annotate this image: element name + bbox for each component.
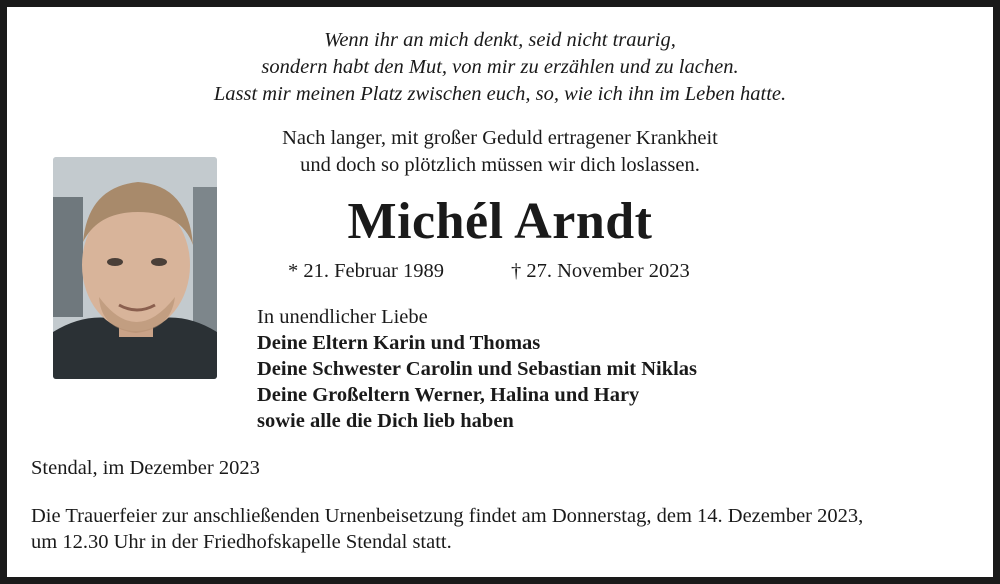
mourner-line: sowie alle die Dich lieb haben [257, 410, 514, 432]
poem-line: Lasst mir meinen Platz zwischen euch, so, wie ich ihn im Leben hatte. [213, 83, 787, 105]
intro-line: Nach langer, mit großer Geduld ertragener Krankheit [282, 127, 718, 149]
mourners-list [257, 304, 697, 434]
intro-line: und doch so plötzlich müssen wir dich loslassen. [300, 154, 700, 176]
poem-line: Wenn ihr an mich denkt, seid nicht traurig, [324, 29, 676, 51]
funeral-info [31, 503, 981, 555]
funeral-line: Die Trauerfeier zur anschließenden Urnenbeisetzung findet am Donnerstag, dem 14. Dezember 2023, [31, 505, 864, 527]
place-and-date: Stendal, im Dezember 2023 [31, 457, 260, 479]
funeral-line: um 12.30 Uhr in der Friedhofskapelle Stendal statt. [31, 531, 452, 553]
birth-date: * 21. Februar 1989 [288, 260, 445, 282]
portrait-photo [53, 157, 217, 379]
mourner-line: Deine Schwester Carolin und Sebastian mit Niklas [257, 358, 698, 380]
deceased-name: Michél Arndt [347, 193, 653, 250]
death-date: † 27. November 2023 [511, 260, 690, 282]
poem-line: sondern habt den Mut, von mir zu erzählen und zu lachen. [261, 56, 739, 78]
mourners-intro: In unendlicher Liebe [257, 306, 428, 328]
poem [0, 27, 1000, 108]
mourner-line: Deine Großeltern Werner, Halina und Hary [257, 384, 640, 406]
mourner-line: Deine Eltern Karin und Thomas [257, 332, 541, 354]
